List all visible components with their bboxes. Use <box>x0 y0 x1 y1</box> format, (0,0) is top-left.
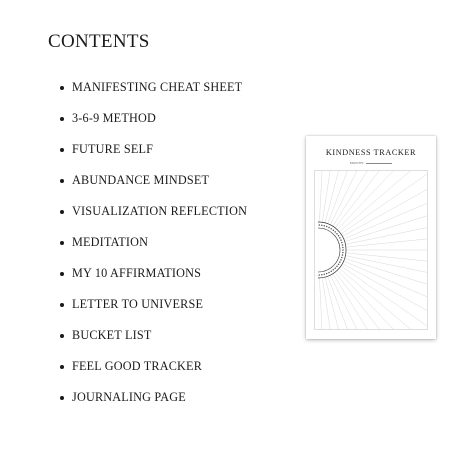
tracker-day-marker <box>326 273 328 275</box>
preview-title: KINDNESS TRACKER <box>325 148 417 157</box>
tracker-day-marker <box>341 257 343 259</box>
tracker-rays <box>319 171 427 330</box>
tracker-ray <box>339 268 410 329</box>
tracker-day-marker <box>326 226 328 228</box>
list-item <box>60 258 247 289</box>
tracker-day-marker <box>324 225 326 227</box>
tracker-day-marker <box>339 237 341 239</box>
tracker-day-marker <box>342 254 344 256</box>
list-item <box>60 72 247 103</box>
bullet-icon <box>60 210 64 214</box>
tracker-sunburst <box>314 170 428 330</box>
bullet-icon <box>60 86 64 90</box>
bullet-icon <box>60 396 64 400</box>
tracker-day-marker <box>321 274 323 276</box>
list-item <box>60 196 247 227</box>
tracker-day-marker <box>330 270 332 272</box>
bullet-icon <box>60 334 64 338</box>
bullet-icon <box>60 272 64 276</box>
tracker-day-marker <box>341 242 343 244</box>
tracker-ray <box>344 261 428 297</box>
list-item <box>60 382 247 413</box>
list-item-label: LETTER TO UNIVERSE <box>72 297 204 311</box>
list-item-label: MY 10 AFFIRMATIONS <box>72 266 202 280</box>
tracker-day-marker <box>340 259 342 261</box>
tracker-ray <box>345 216 428 242</box>
tracker-ray <box>322 278 330 330</box>
tracker-ray <box>344 203 428 239</box>
list-item-label: ABUNDANCE MINDSET <box>72 173 210 187</box>
tracker-day-marker <box>342 249 344 251</box>
tracker-ray <box>325 277 339 329</box>
tracker-ray <box>335 272 379 329</box>
tracker-ray <box>337 270 393 329</box>
tracker-arc-inner <box>318 228 340 272</box>
tracker-ray <box>345 256 427 273</box>
list-item-label: MEDITATION <box>72 235 149 249</box>
tracker-ray <box>345 228 427 245</box>
month-blank-line <box>366 163 392 164</box>
tracker-day-marker <box>336 266 338 268</box>
tracker-day-marker <box>328 272 330 274</box>
tracker-day-marker <box>334 267 336 269</box>
tracker-day-marker <box>333 229 335 231</box>
list-item-label: BUCKET LIST <box>72 328 152 342</box>
bullet-icon <box>60 148 64 152</box>
list-item <box>60 289 247 320</box>
list-item-label: FUTURE SELF <box>72 142 154 156</box>
tracker-day-marker <box>328 227 330 229</box>
preview-month-field <box>306 161 436 165</box>
contents-list <box>60 72 247 413</box>
bullet-icon <box>60 365 64 369</box>
tracker-day-marker <box>334 231 336 233</box>
list-item <box>60 351 247 382</box>
bullet-icon <box>60 117 64 121</box>
kindness-tracker-preview <box>306 136 436 339</box>
tracker-day-marker <box>324 273 326 275</box>
tracker-ray <box>337 171 393 230</box>
tracker-ray <box>346 239 428 247</box>
list-item <box>60 227 247 258</box>
list-item-label: FEEL GOOD TRACKER <box>72 359 203 373</box>
tracker-ray <box>319 171 322 223</box>
tracker-day-marker <box>340 239 342 241</box>
list-item <box>60 165 247 196</box>
tracker-ray <box>342 264 427 311</box>
tracker-ray <box>345 258 428 284</box>
tracker-ray <box>346 253 428 261</box>
tracker-ray <box>333 171 368 227</box>
tracker-day-marker <box>342 244 344 246</box>
tracker-ray <box>342 189 427 236</box>
tracker-ray <box>333 274 368 330</box>
list-item-label: 3-6-9 METHOD <box>72 111 156 125</box>
tracker-ray <box>319 278 322 330</box>
bullet-icon <box>60 303 64 307</box>
tracker-day-marker <box>319 224 321 226</box>
bullet-icon <box>60 241 64 245</box>
list-item <box>60 103 247 134</box>
tracker-day-marker <box>338 235 340 237</box>
list-item <box>60 320 247 351</box>
tracker-ray <box>325 171 339 223</box>
tracker-day-marker <box>342 247 344 249</box>
tracker-day-marker <box>330 228 332 230</box>
tracker-day-marker <box>321 225 323 227</box>
tracker-day-marker <box>342 252 344 254</box>
tracker-ray <box>335 171 379 228</box>
list-item-label: JOURNALING PAGE <box>72 390 186 404</box>
contents-heading: CONTENTS <box>48 31 150 52</box>
tracker-day-marker <box>338 264 340 266</box>
tracker-day-marker <box>333 269 335 271</box>
tracker-arc-outer <box>318 222 346 278</box>
tracker-day-marker <box>339 261 341 263</box>
preview-month-label: MONTH: <box>349 161 365 165</box>
tracker-day-marker <box>336 233 338 235</box>
list-item-label: VISUALIZATION REFLECTION <box>72 204 248 218</box>
tracker-day-marker <box>319 274 321 276</box>
tracker-ray <box>339 171 410 232</box>
tracker-ray <box>322 171 330 223</box>
list-item-label: MANIFESTING CHEAT SHEET <box>72 80 243 94</box>
list-item <box>60 134 247 165</box>
bullet-icon <box>60 179 64 183</box>
